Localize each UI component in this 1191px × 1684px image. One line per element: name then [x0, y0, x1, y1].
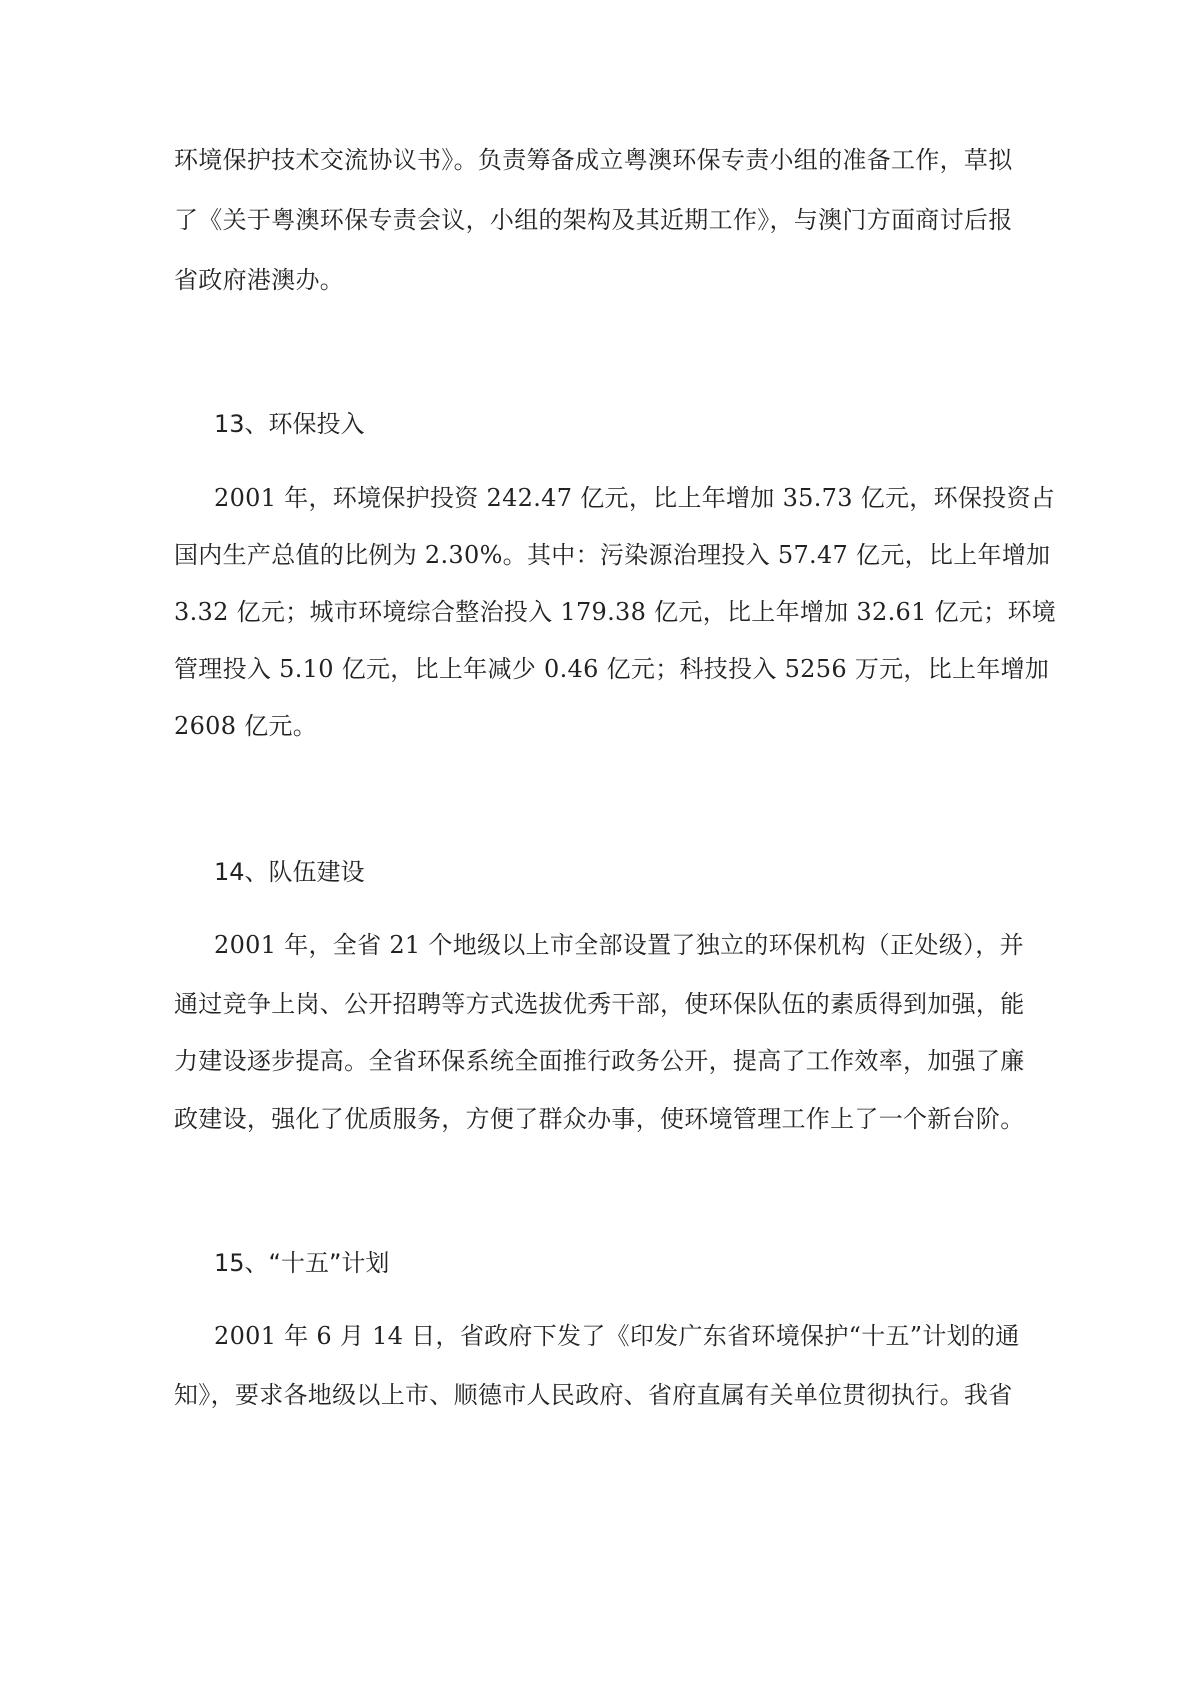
paragraph-line: 了《关于粤澳环保专责会议，小组的架构及其近期工作》，与澳门方面商讨后报	[174, 206, 1013, 234]
paragraph-line: 省政府港澳办。	[174, 266, 345, 294]
paragraph-line: 国内生产总值的比例为 2.30%。其中：污染源治理投入 57.47 亿元，比上年增加	[174, 541, 1051, 569]
paragraph-line: 政建设，强化了优质服务，方便了群众办事，使环境管理工作上了一个新台阶。	[174, 1105, 1025, 1133]
paragraph-line: 力建设逐步提高。全省环保系统全面推行政务公开，提高了工作效率，加强了廉	[174, 1047, 1025, 1075]
paragraph-line: 2608 亿元。	[174, 712, 318, 740]
paragraph-line: 通过竞争上岗、公开招聘等方式选拔优秀干部，使环保队伍的素质得到加强，能	[174, 990, 1025, 1018]
section-heading: 14、队伍建设	[214, 858, 365, 886]
paragraph-line: 环境保护技术交流协议书》。负责筹备成立粤澳环保专责小组的准备工作，草拟	[174, 146, 1013, 174]
paragraph-line: 2001 年，全省 21 个地级以上市全部设置了独立的环保机构（正处级），并	[214, 931, 1024, 959]
section-heading: 15、“十五”计划	[214, 1249, 390, 1277]
paragraph-line: 2001 年，环境保护投资 242.47 亿元，比上年增加 35.73 亿元，环保投资占	[214, 484, 1056, 512]
paragraph-line: 知》，要求各地级以上市、顺德市人民政府、省府直属有关单位贯彻执行。我省	[174, 1381, 1013, 1409]
paragraph-line: 2001 年 6 月 14 日，省政府下发了《印发广东省环境保护“十五”计划的通	[214, 1322, 1020, 1350]
paragraph-line: 3.32 亿元；城市环境综合整治投入 179.38 亿元，比上年增加 32.61 亿元；环境	[174, 598, 1057, 626]
section-heading: 13、环保投入	[214, 410, 365, 438]
paragraph-line: 管理投入 5.10 亿元，比上年减少 0.46 亿元；科技投入 5256 万元，比上年增加	[174, 655, 1050, 683]
